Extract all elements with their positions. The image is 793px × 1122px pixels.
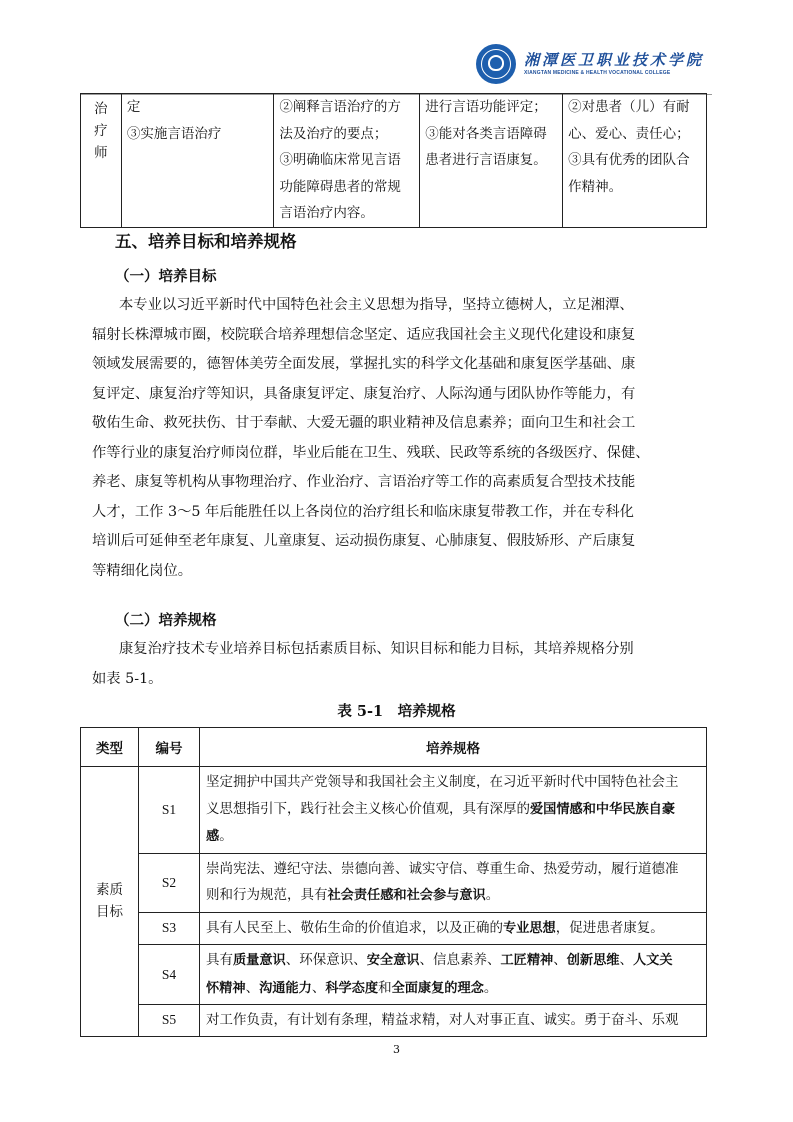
code-cell: S1 — [139, 767, 200, 854]
emphasis-text: 质量意识 — [233, 953, 286, 968]
spec-line — [206, 947, 700, 975]
header-type: 类型 — [81, 728, 139, 767]
spec-text: 具有 — [206, 952, 233, 968]
task-cell: 定 ③实施言语治疗 — [121, 94, 274, 228]
spec-text: 、 — [245, 979, 260, 996]
spec-line — [206, 856, 700, 883]
subsection-heading-specs: （二）培养规格 — [115, 613, 217, 629]
header-spec: 培养规格 — [200, 728, 707, 767]
spec-text: 、 — [619, 952, 633, 968]
logo-english-name: XIANGTAN MEDICINE & HEALTH VOCATIONAL COLLEGE — [523, 70, 671, 76]
spec-line — [206, 769, 700, 796]
code-cell: S4 — [139, 945, 200, 1005]
specs-paragraph: 康复治疗技术专业培养目标包括素质目标、知识目标和能力目标，其培养规格分别 如表 5-1。 — [92, 641, 634, 687]
header-code: 编号 — [139, 728, 200, 767]
code-cell: S5 — [139, 1005, 200, 1037]
table-row — [81, 912, 707, 945]
table-row — [81, 94, 707, 228]
spec-text: 、信息素养、 — [419, 952, 501, 968]
spec-text: 。 — [219, 828, 233, 844]
spec-text: 则和行为规范，具有 — [206, 887, 328, 903]
spec-line — [206, 1007, 700, 1034]
table-caption: 表 5-1 培养规格 — [337, 703, 456, 720]
emphasis-text: 怀精神 — [206, 980, 246, 996]
spec-text: 义思想指引下，践行社会主义核心价值观，具有深厚的 — [206, 800, 530, 817]
college-seal-icon — [476, 44, 516, 84]
emphasis-text: 社会责任感和社会参与意识 — [327, 888, 486, 903]
spec-line — [206, 796, 700, 824]
emphasis-text: 工匠精神 — [500, 953, 554, 968]
spec-cell — [200, 767, 707, 854]
table-header-row — [81, 728, 707, 767]
spec-text: 。 — [483, 979, 498, 996]
goals-paragraph: 本专业以习近平新时代中国特色社会主义思想为指导，坚持立德树人，立足湘潭、 辐射长株潭城市圈，校院联合培养理想信念坚定、适应我国社会主义现代化建设和康复 领域发展需要的，德智体美劳全面发展，掌握扎实的科学文化基础和康复医学基础、康 复评定、康复治疗等知识，具备康复评定、康复治疗、人际沟通与团队协作等能力，有 敬佑生命、救死扶伤、甘于奉献、大爱无疆的职业精神及信息素养；面向卫生和社会工 作等行业的康复治疗师岗位群，毕业后能在卫生、残联、民政等系统的各级医疗、保健、 养老、康复等机构从事物理治疗、作业治疗、言语治疗等工作的高素质复合型技术技能 人才，工作 3～5 年后能胜任以上各岗位的治疗组长和临床康复带教工作，并在专科化 培训后可延伸至老年康复、儿童康复、运动损伤康复、心肺康复、假肢矫形、产后康复 等精细化岗位。 — [92, 297, 650, 579]
spec-table — [80, 727, 707, 1037]
code-cell: S3 — [139, 912, 200, 945]
emphasis-text: 爱国情感和中华民族自豪 — [530, 801, 676, 817]
subsection-heading-goals: （一）培养目标 — [115, 269, 217, 285]
emphasis-text: 全面康复的理念 — [391, 980, 484, 996]
emphasis-text: 安全意识 — [366, 953, 420, 968]
section-heading: 五、培养目标和培养规格 — [115, 232, 297, 251]
page-header — [80, 40, 712, 95]
spec-text: 坚定拥护中国共产党领导和我国社会主义制度，在习近平新时代中国特色社会主 — [206, 774, 679, 790]
spec-text: 、 — [311, 979, 326, 996]
spec-text: 崇尚宪法、遵纪守法、崇德向善、诚实守信、尊重生命、热爱劳动，履行道德准 — [206, 860, 679, 877]
spec-text: 具有人民至上、敬佑生命的价值追求，以及正确的 — [206, 919, 503, 936]
emphasis-text: 沟通能力 — [259, 980, 312, 996]
emphasis-text: 专业思想 — [503, 920, 556, 936]
emphasis-text: 感 — [206, 829, 220, 844]
knowledge-cell: ②阐释言语治疗的方 法及治疗的要点； ③明确临床常见言语 功能障碍患者的常规 言语治疗内容。 — [274, 94, 420, 228]
role-cell: 治 疗 师 — [81, 94, 122, 228]
spec-text: 对工作负责，有计划有条理，精益求精，对人对事正直、诚实。勇于奋斗、乐观 — [206, 1012, 679, 1028]
spec-text: 和 — [378, 979, 392, 996]
quality-cell: ②对患者（儿）有耐 心、爱心、责任心； ③具有优秀的团队合 作精神。 — [563, 94, 707, 228]
spec-cell — [200, 912, 707, 945]
emphasis-text: 创新思维 — [566, 953, 620, 968]
spec-line — [206, 823, 700, 851]
code-cell: S2 — [139, 853, 200, 912]
spec-text: 。 — [485, 887, 500, 903]
spec-text: ，促进患者康复。 — [555, 919, 664, 936]
logo-chinese-name: 湘潭医卫职业技术学院 — [523, 51, 704, 69]
table-row — [81, 945, 707, 1005]
table-row — [81, 853, 707, 912]
ability-cell: 进行言语功能评定； ③能对各类言语障碍 患者进行言语康复。 — [420, 94, 563, 228]
type-cell: 素质 目标 — [81, 767, 139, 1037]
page-number: 3 — [393, 1043, 400, 1056]
spec-text: 、环保意识、 — [285, 952, 367, 968]
emphasis-text: 人文关 — [633, 953, 673, 968]
spec-cell — [200, 1005, 707, 1037]
continued-table — [80, 93, 707, 228]
emphasis-text: 科学态度 — [325, 980, 379, 996]
spec-cell — [200, 945, 707, 1005]
table-row — [81, 767, 707, 854]
spec-line — [206, 882, 700, 910]
spec-line — [206, 975, 700, 1003]
spec-line — [206, 915, 700, 943]
spec-cell — [200, 853, 707, 912]
table-row — [81, 1005, 707, 1037]
college-logo — [476, 44, 704, 84]
spec-text: 、 — [553, 952, 567, 968]
